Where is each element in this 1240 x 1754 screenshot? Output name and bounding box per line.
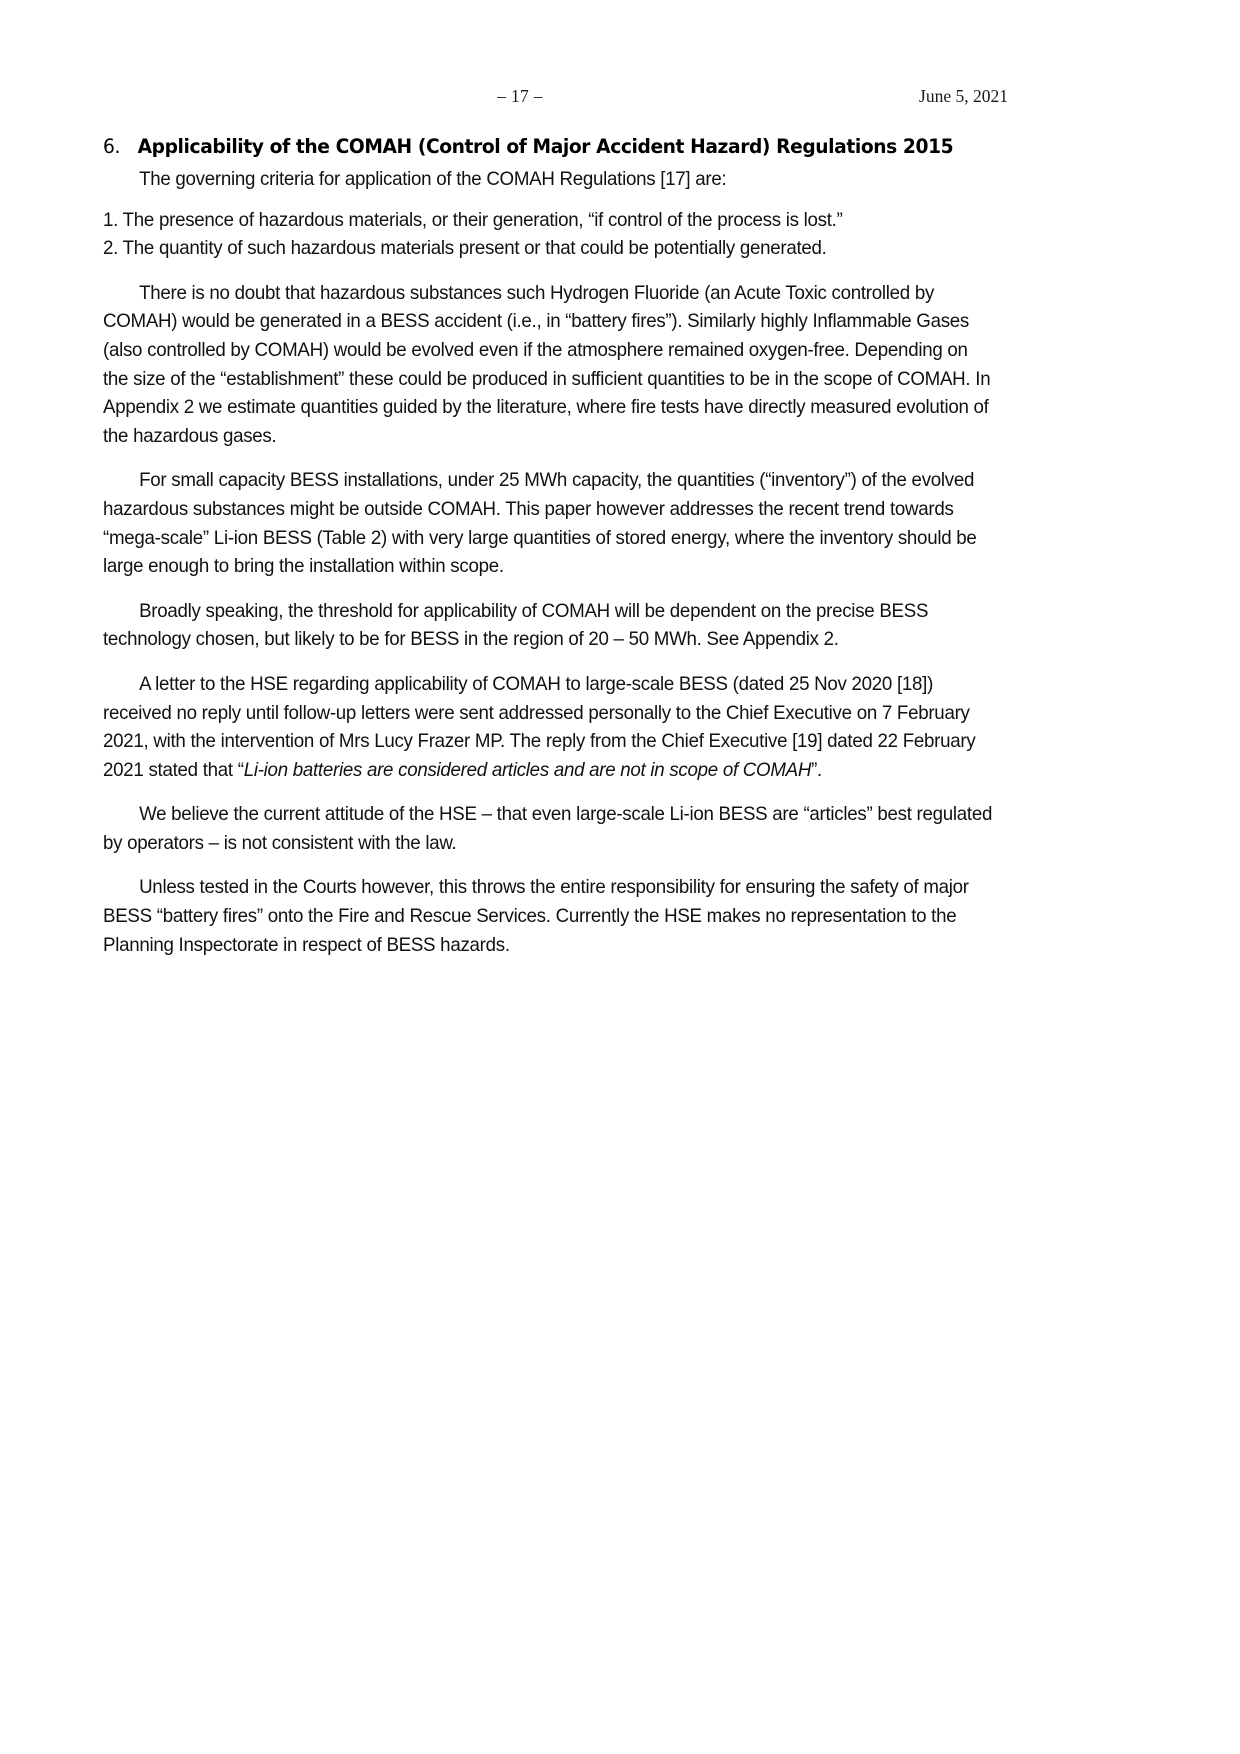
criterion-item-2: 2. The quantity of such hazardous materials present or that could be potentially generated.: [103, 238, 827, 260]
section-heading: [103, 134, 980, 160]
paragraph-threshold: Broadly speaking, the threshold for applicability of COMAH will be dependent on the precise BESS technology chosen, but likely to be for BESS in the region of 20 – 50 MWh. See Appendix 2.: [103, 600, 929, 651]
paragraph-hazardous-substances: There is no doubt that hazardous substances such Hydrogen Fluoride (an Acute Toxic controlled by COMAH) would be generated in a BESS accident (i.e., in “battery fires”). Similarly highly Inflammable Gases (also controlled by COMAH) would be evolved even if the atmosphere remained oxygen-free. Depending on the size of the “establishment” these could be produced in sufficient quantities to be in the scope of COMAH. In Appendix 2 we estimate quantities guided by the literature, where fire tests have directly measured evolution of the hazardous gases.: [103, 282, 991, 447]
paragraph-hse-attitude: We believe the current attitude of the HSE – that even large-scale Li-ion BESS are “articles” best regulated by operators – is not consistent with the law.: [103, 804, 993, 854]
hse-reply-quote: Li-ion batteries are considered articles and are not in scope of COMAH: [243, 759, 812, 781]
document-body: [103, 134, 1015, 960]
page-running-header: [0, 86, 1240, 112]
section-title: Applicability of the COMAH (Control of Major Accident Hazard) Regulations 2015: [137, 135, 954, 158]
criterion-item-1: 1. The presence of hazardous materials, or their generation, “if control of the process is lost.”: [103, 209, 843, 231]
paragraph-small-capacity: For small capacity BESS installations, under 25 MWh capacity, the quantities (“inventory”) of the evolved hazardous substances might be outside COMAH. This paper however addresses the recent trend towards “mega-scale” Li-ion BESS (Table 2) with very large quantities of stored energy, where the inventory should be large enough to bring the installation within scope.: [103, 470, 977, 578]
page-number: – 17 –: [497, 86, 543, 106]
hse-letter-lead: A letter to the HSE regarding applicability of COMAH to large-scale BESS (dated 25 Nov 2020 [18]) received no reply until follow-up letters were sent addressed personally to the Chief Executive on 7 February 2021, with the intervention of Mrs Lucy Frazer MP. The reply from the Chief Executive [19] dated 22 February 2021 stated that “: [103, 673, 976, 781]
document-date: June 5, 2021: [919, 86, 1008, 106]
intro-paragraph: The governing criteria for application of the COMAH Regulations [17] are:: [139, 169, 727, 190]
paragraph-hse-letter: [103, 671, 992, 785]
paragraph-fire-rescue: Unless tested in the Courts however, this throws the entire responsibility for ensuring the safety of major BESS “battery fires” onto the Fire and Rescue Services. Currently the HSE makes no representation to the Planning Inspectorate in respect of BESS hazards.: [103, 877, 969, 956]
hse-letter-trail: ”.: [811, 759, 822, 781]
section-number: 6.: [103, 135, 121, 158]
